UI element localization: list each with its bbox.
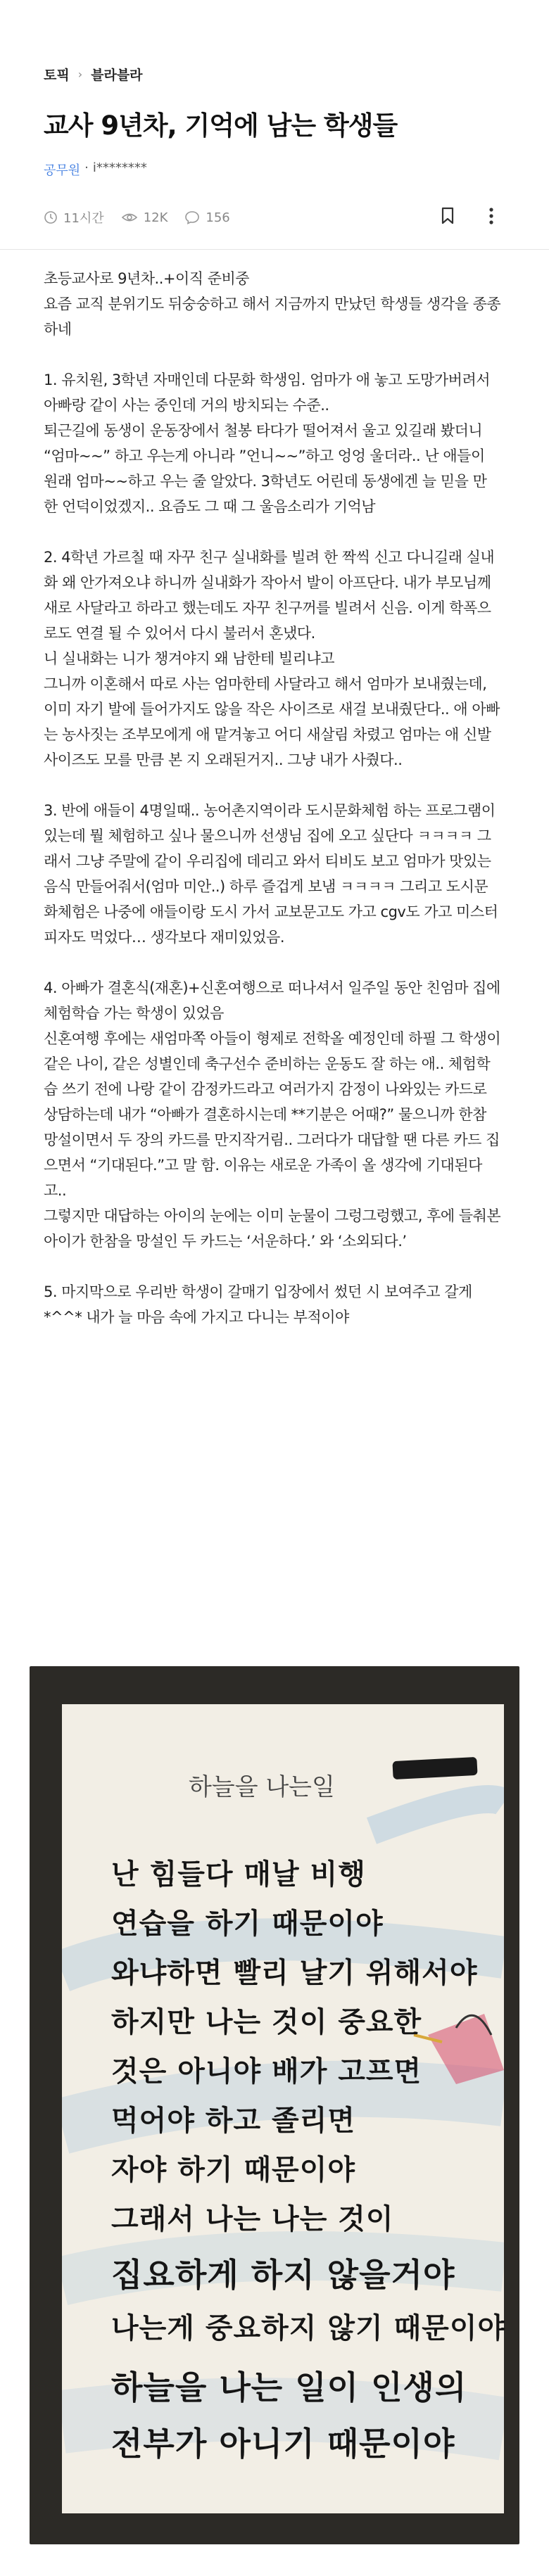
post-title: 교사 9년차, 기억에 남는 학생들 [44,110,398,141]
more-options-icon[interactable] [488,207,494,225]
view-count: 12K [143,210,168,225]
post-body [44,266,501,1355]
comment-icon [184,210,200,224]
author-name[interactable]: i******** [92,160,147,175]
poem-line: 것은 아니야 배가 고프면 [111,2055,422,2088]
author-info [44,160,147,179]
poem-line: 하늘을 나는 일이 인생의 [111,2368,467,2406]
breadcrumb-topic[interactable]: 토픽 [44,68,70,83]
poem-paper [62,1704,504,2513]
poem-line: 집요하게 하지 않을거야 [111,2256,455,2294]
poem-line: 자야 하기 때문이야 [111,2154,355,2186]
views-meta [121,210,168,225]
body-paragraph: 5. 마지막으로 우리반 학생이 갈매기 입장에서 썼던 시 보여주고 갈게*^^* 내가 늘 마음 속에 가지고 다니는 부적이야 [44,1283,472,1326]
body-paragraph: 초등교사로 9년차..+이직 준비중 요즘 교직 분위기도 뒤숭숭하고 해서 지금까지 만났던 학생들 생각을 종종 하네 [44,270,501,338]
poem-line: 나는게 중요하지 않기 때문이야 [111,2312,506,2345]
poem-photo[interactable] [30,1666,519,2544]
post-meta [44,208,230,227]
breadcrumb-board[interactable]: 블라블라 [91,68,143,83]
poem-title: 하늘을 나는일 [189,1773,335,1801]
poem-line: 먹어야 하고 졸리면 [111,2105,355,2137]
body-paragraph: 2. 4학년 가르칠 때 자꾸 친구 실내화를 빌려 한 짝씩 신고 다니길래 실내화 왜 안가져오냐 하니까 실내화가 작아서 발이 아프단다. 내가 부모님께 새로 사달라고 하라고 했는데도 자꾸 친구꺼를 빌려서 신음. 이게 학폭으로도 연결 될 수 있어서 다시 불러서 혼냈다. 니 실내화는 니가 챙겨야지 왜 남한테 빌리냐고 그니까 이혼해서 따로 사는 엄마한테 사달라고 해서 엄마가 보내줬는데, 이미 자기 발에 들어가지도 않을 작은 사이즈로 새걸 보내줬단다.. 애 아빠는 농사짓는 조부모에게 애 맡겨놓고 어디 새살림 차렸고 엄마는 애 신발 사이즈도 모를 만큼 본 지 오래된거지.. 그냥 내가 사줬다.. [44,549,500,768]
clock-icon [44,210,58,224]
dot-separator: · [84,160,89,175]
time-meta [44,208,104,227]
author-company[interactable]: 공무원 [44,163,81,178]
comment-count: 156 [206,210,230,225]
header-divider [0,249,549,250]
poem-line: 전부가 아니기 때문이야 [111,2425,455,2463]
post-time: 11시간 [63,211,104,226]
body-paragraph: 3. 반에 애들이 4명일때.. 농어촌지역이라 도시문화체험 하는 프로그램이 있는데 뭘 체험하고 싶나 물으니까 선생님 집에 오고 싶단다 ㅋㅋㅋㅋ 그래서 그냥 주말에 같이 우리집에 데리고 와서 티비도 보고 엄마가 맛있는 음식 만들어줘서(엄마 미안..) 하루 즐겁게 보냄 ㅋㅋㅋㅋ 그리고 도시문화체험은 나중에 애들이랑 도시 가서 교보문고도 가고 cgv도 가고 미스터피자도 먹었다… 생각보다 재미있었음. [44,802,500,946]
body-paragraph: 4. 아빠가 결혼식(재혼)+신혼여행으로 떠나셔서 일주일 동안 친엄마 집에 체험학습 가는 학생이 있었음 신혼여행 후에는 새엄마쪽 아들이 형제로 전학올 예정인데 하필 그 학생이 같은 나이, 같은 성별인데 축구선수 준비하는 운동도 잘 하는 애.. 체험학습 쓰기 전에 나랑 같이 감정카드라고 여러가지 감정이 나와있는 카드로 상담하는데 내가 “아빠가 결혼하시는데 **기분은 어때?” 물으니까 한참 망설이면서 두 장의 카드를 만지작거림.. 그러다가 대답할 땐 다른 카드 집으면서 “기대된다.”고 말 함. 이유는 새로운 가족이 올 생각에 기대된다고.. 그렇지만 대답하는 아이의 눈에는 이미 눈물이 그렁그렁했고, 후에 들춰본 아이가 한참을 망설인 두 카드는 ‘서운하다.’ 와 ‘소외되다.’ [44,979,501,1250]
bookmark-icon[interactable] [441,207,455,225]
poem-line: 난 힘들다 매날 비행 [111,1858,366,1891]
eye-icon [121,210,138,224]
body-paragraph: 1. 유치원, 3학년 자매인데 다문화 학생임. 엄마가 애 놓고 도망가버려서 아빠랑 같이 사는 중인데 거의 방치되는 수준.. 퇴근길에 동생이 운동장에서 철봉 타다가 떨어져서 울고 있길래 봤더니 “엄마~~” 하고 우는게 아니라 ”언니~~”하고 엉엉 울더라.. 난 애들이 원래 엄마~~하고 우는 줄 알았다. 3학년도 어린데 동생에겐 늘 믿을 만 한 언덕이었겠지.. 요즘도 그 때 그 울음소리가 기억남 [44,372,491,515]
poem-line: 연습을 하기 때문이야 [111,1908,384,1940]
poem-line: 그래서 나는 나는 것이 [111,2203,394,2235]
poem-line: 하지만 나는 것이 중요한 [111,2006,422,2038]
chevron-right-icon: › [77,68,83,81]
breadcrumb [44,65,143,84]
post-actions [441,207,494,225]
comments-meta[interactable] [184,210,229,225]
poem-line: 와냐하면 빨리 날기 위해서야 [111,1957,478,1989]
